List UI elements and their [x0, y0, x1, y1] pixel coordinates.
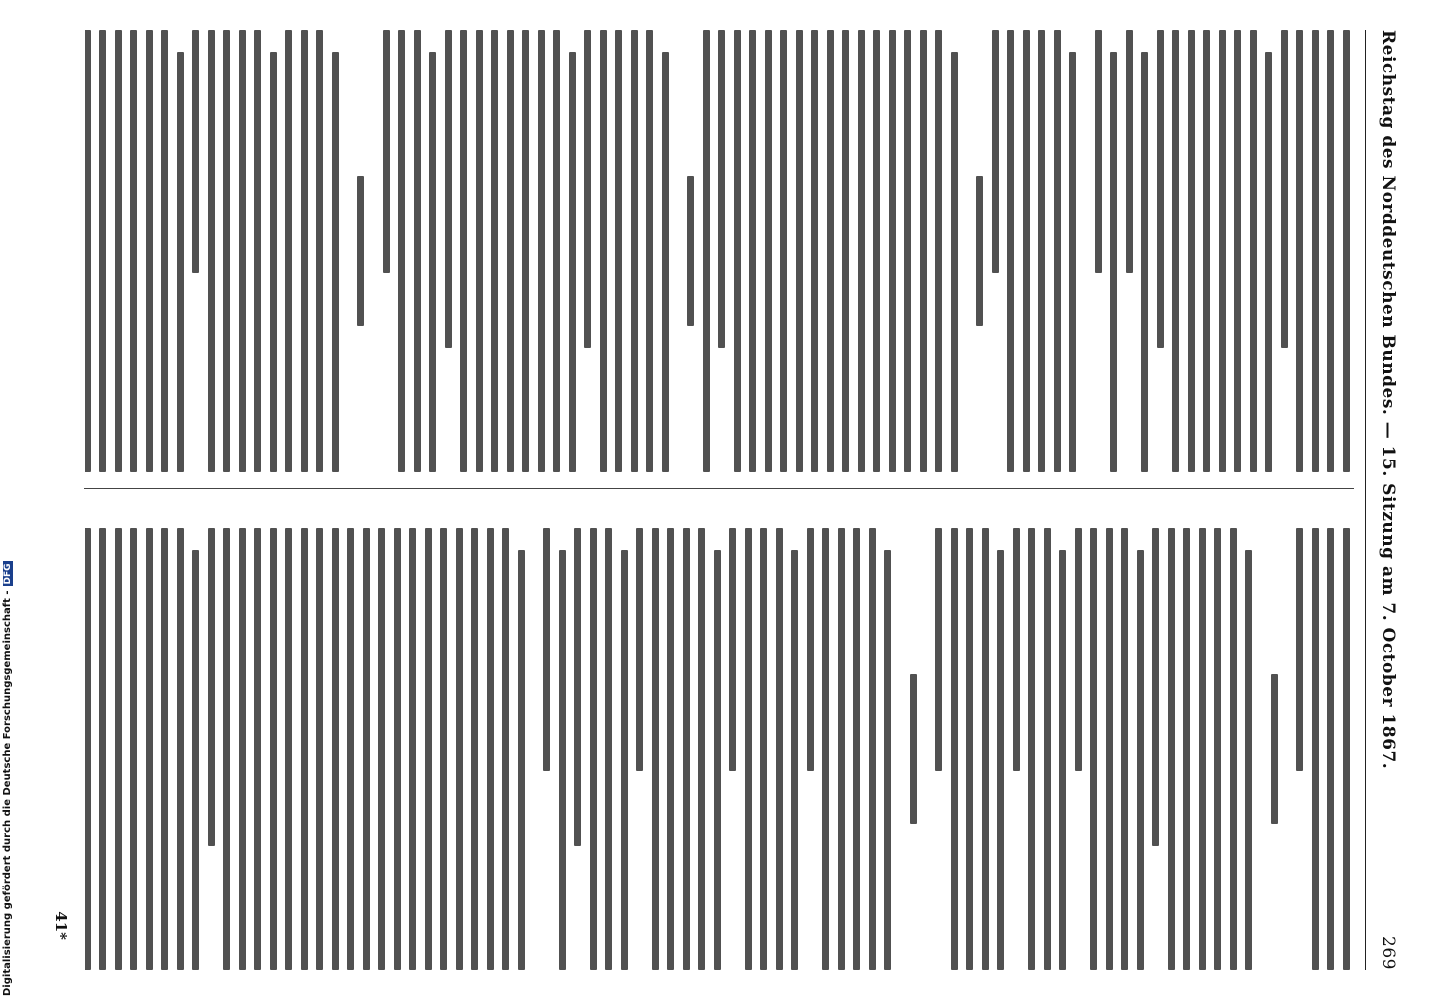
text-line: [998, 550, 1005, 970]
text-line: [1188, 30, 1195, 472]
text-line: [538, 30, 545, 472]
signature-mark: 41*: [52, 911, 70, 940]
text-line: [761, 528, 768, 970]
text-line: [1343, 528, 1350, 970]
text-line: [1235, 30, 1242, 472]
text-line: [332, 52, 339, 472]
text-line: [503, 528, 510, 970]
text-line: [600, 30, 607, 472]
text-line: [301, 30, 308, 472]
text-line: [363, 528, 370, 970]
text-line: [703, 30, 710, 472]
text-line: [208, 30, 215, 472]
text-line: [1106, 528, 1113, 970]
text-line: [100, 528, 107, 970]
text-line: [146, 528, 153, 970]
text-line: [131, 30, 138, 472]
text-line: [967, 528, 974, 970]
text-line: [734, 30, 741, 472]
text-line: [1297, 528, 1304, 771]
text-line: [1250, 30, 1257, 472]
running-header: [1372, 30, 1398, 970]
text-line: [85, 30, 91, 472]
text-line: [668, 528, 675, 970]
text-line: [554, 30, 561, 472]
text-line: [699, 528, 706, 970]
text-line: [730, 528, 737, 771]
text-line: [476, 30, 483, 472]
text-line: [85, 528, 91, 970]
paragraph-gap: [892, 528, 902, 970]
text-line: [874, 30, 881, 472]
text-line: [1091, 528, 1098, 970]
text-line: [224, 30, 231, 472]
text-line: [1060, 550, 1067, 970]
text-line: [1070, 52, 1077, 472]
text-column-right: [85, 528, 1350, 970]
text-line: [544, 528, 551, 771]
text-line: [1013, 528, 1020, 771]
text-line: [239, 30, 246, 472]
text-line: [301, 528, 308, 970]
text-line: [951, 528, 958, 970]
text-line: [472, 528, 479, 970]
text-line: [348, 528, 355, 970]
text-line: [410, 528, 417, 970]
text-line: [559, 550, 566, 970]
text-line: [255, 528, 262, 970]
text-line: [224, 528, 231, 970]
text-line: [1271, 674, 1278, 824]
text-line: [317, 30, 324, 472]
text-line: [1184, 528, 1191, 970]
paragraph-gap: [525, 528, 535, 970]
text-line: [781, 30, 788, 472]
text-line: [1230, 528, 1237, 970]
text-line: [1111, 52, 1118, 472]
text-line: [177, 52, 184, 472]
text-line: [1157, 30, 1164, 348]
running-header-title: Reichstag des Norddeutschen Bundes. — 15. Sitzung am 7. October 1867.: [1378, 30, 1398, 770]
text-line: [838, 528, 845, 970]
text-line: [193, 30, 200, 273]
text-line: [1095, 30, 1102, 273]
text-line: [425, 528, 432, 970]
digitization-credit-text: Digitalisierung gefördert durch die Deutsche Forschungsgemeinschaft -: [2, 590, 13, 996]
text-line: [776, 528, 783, 970]
paragraph-gap: [958, 30, 968, 472]
text-line: [1044, 528, 1051, 970]
text-line: [1266, 52, 1273, 472]
text-line: [936, 30, 943, 472]
text-line: [719, 30, 726, 348]
text-line: [100, 30, 107, 472]
text-line: [115, 30, 122, 472]
text-line: [843, 30, 850, 472]
text-line: [637, 528, 644, 771]
text-line: [461, 30, 468, 472]
column-divider: [84, 488, 1354, 489]
text-line: [208, 528, 215, 846]
text-line: [1173, 30, 1180, 472]
text-line: [575, 528, 582, 846]
text-line: [905, 30, 912, 472]
text-line: [823, 528, 830, 970]
text-line: [1246, 550, 1253, 970]
text-line: [652, 528, 659, 970]
text-line: [518, 550, 525, 970]
paragraph-gap: [339, 30, 349, 472]
text-line: [662, 52, 669, 472]
text-line: [807, 528, 814, 771]
text-line: [683, 528, 690, 970]
text-line: [1204, 30, 1211, 472]
paragraph-gap: [1077, 30, 1087, 472]
text-line: [977, 176, 984, 326]
text-line: [1168, 528, 1175, 970]
text-line: [590, 528, 597, 970]
text-line: [812, 30, 819, 472]
text-line: [286, 30, 293, 472]
text-line: [162, 30, 169, 472]
text-line: [1153, 528, 1160, 846]
text-line: [162, 528, 169, 970]
text-line: [858, 30, 865, 472]
text-line: [1054, 30, 1061, 472]
text-line: [270, 528, 277, 970]
text-line: [910, 674, 917, 824]
text-line: [507, 30, 514, 472]
text-line: [1029, 528, 1036, 970]
text-line: [1075, 528, 1082, 771]
text-line: [1328, 30, 1335, 472]
text-line: [332, 528, 339, 970]
text-line: [1328, 528, 1335, 970]
dfg-logo: DFG: [3, 563, 13, 585]
text-line: [394, 528, 401, 970]
text-line: [745, 528, 752, 970]
paragraph-gap: [1253, 528, 1263, 970]
text-line: [606, 528, 613, 970]
text-line: [383, 30, 390, 273]
text-line: [1008, 30, 1015, 472]
text-line: [920, 30, 927, 472]
text-line: [379, 528, 386, 970]
text-line: [414, 30, 421, 472]
text-line: [286, 528, 293, 970]
text-line: [885, 550, 892, 970]
text-line: [1281, 30, 1288, 348]
text-line: [492, 30, 499, 472]
text-line: [1142, 52, 1149, 472]
paragraph-gap: [917, 528, 927, 970]
text-line: [1297, 30, 1304, 472]
page-number: 269: [1378, 936, 1398, 970]
text-line: [115, 528, 122, 970]
text-line: [854, 528, 861, 970]
text-line: [1199, 528, 1206, 970]
paragraph-gap: [669, 30, 679, 472]
text-line: [1343, 30, 1350, 472]
text-line: [358, 176, 365, 326]
paragraph-gap: [365, 30, 375, 472]
text-line: [1122, 528, 1129, 970]
text-line: [270, 52, 277, 472]
text-line: [1312, 30, 1319, 472]
text-line: [441, 528, 448, 970]
text-line: [523, 30, 530, 472]
text-line: [569, 52, 576, 472]
text-line: [992, 30, 999, 273]
text-line: [869, 528, 876, 970]
text-line: [792, 550, 799, 970]
text-line: [1312, 528, 1319, 970]
text-line: [765, 30, 772, 472]
text-line: [456, 528, 463, 970]
text-line: [430, 52, 437, 472]
text-line: [889, 30, 896, 472]
text-line: [647, 30, 654, 472]
text-line: [750, 30, 757, 472]
text-line: [982, 528, 989, 970]
text-line: [445, 30, 452, 348]
text-line: [1126, 30, 1133, 273]
text-column-left: [85, 30, 1350, 472]
text-line: [714, 550, 721, 970]
text-line: [193, 550, 200, 970]
text-line: [616, 30, 623, 472]
header-rule: [1365, 30, 1366, 970]
text-line: [796, 30, 803, 472]
text-line: [688, 176, 695, 326]
text-line: [951, 52, 958, 472]
text-line: [1137, 550, 1144, 970]
text-line: [621, 550, 628, 970]
text-line: [146, 30, 153, 472]
text-line: [317, 528, 324, 970]
text-line: [827, 30, 834, 472]
digitization-credit: [2, 561, 13, 996]
text-line: [239, 528, 246, 970]
text-line: [177, 528, 184, 970]
text-line: [1039, 30, 1046, 472]
text-line: [1219, 30, 1226, 472]
text-line: [1215, 528, 1222, 970]
text-line: [487, 528, 494, 970]
text-line: [631, 30, 638, 472]
paragraph-gap: [1278, 528, 1288, 970]
text-line: [399, 30, 406, 472]
text-line: [585, 30, 592, 348]
text-line: [131, 528, 138, 970]
text-line: [255, 30, 262, 472]
text-line: [1023, 30, 1030, 472]
text-line: [936, 528, 943, 771]
